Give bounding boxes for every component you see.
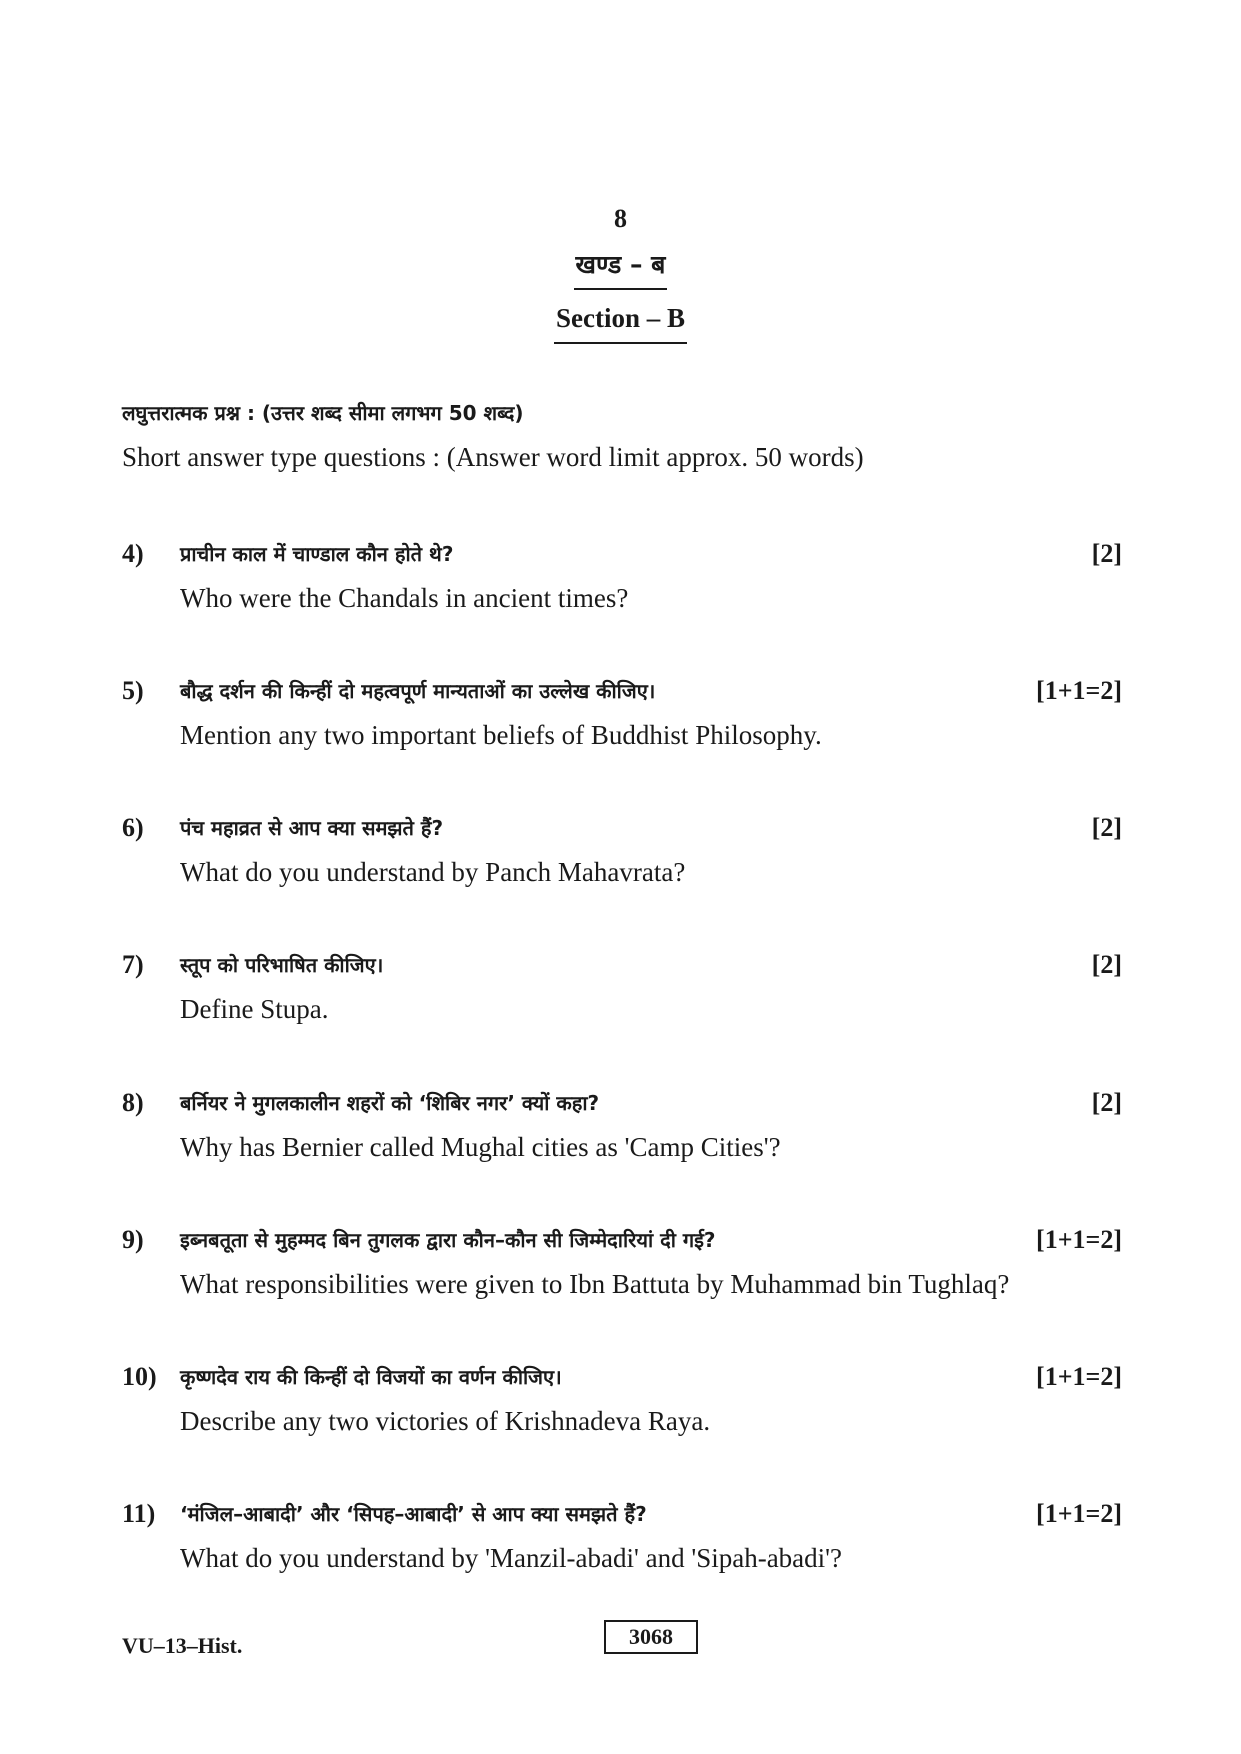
question-text-english: Define Stupa. — [180, 994, 329, 1024]
question-text-english: Mention any two important beliefs of Buddhist Philosophy. — [180, 720, 822, 750]
section-heading-english: Section – B — [554, 302, 687, 344]
section-heading-english-wrap — [0, 302, 1241, 344]
question-9 — [122, 1223, 1122, 1313]
question-text-hindi: कृष्णदेव राय की किन्हीं दो विजयों का वर्णन कीजिए। — [180, 1365, 562, 1389]
section-heading-hindi-wrap — [0, 248, 1241, 290]
question-text-hindi: ‘मंजिल–आबादी’ और ‘सिपह–आबादी’ से आप क्या समझते हैं? — [180, 1502, 647, 1526]
question-text-english: Who were the Chandals in ancient times? — [180, 583, 629, 613]
instructions-english: Short answer type questions : (Answer word limit approx. 50 words) — [122, 442, 864, 472]
question-text-hindi: पंच महाव्रत से आप क्या समझते हैं? — [180, 816, 444, 840]
question-text-english: What do you understand by Panch Mahavrata? — [180, 857, 686, 887]
question-marks: [2] — [1091, 950, 1122, 979]
question-marks: [1+1=2] — [1036, 1225, 1122, 1254]
question-text-english: Describe any two victories of Krishnadeva Raya. — [180, 1406, 711, 1436]
question-10 — [122, 1360, 1122, 1450]
question-number: 11) — [122, 1499, 156, 1528]
question-number: 4) — [122, 539, 144, 568]
question-text-hindi: स्तूप को परिभाषित कीजिए। — [180, 953, 384, 977]
question-number: 10) — [122, 1362, 157, 1391]
question-8 — [122, 1086, 1122, 1176]
question-marks: [1+1=2] — [1036, 1499, 1122, 1528]
question-marks: [1+1=2] — [1036, 1362, 1122, 1391]
footer-paper-number: 3068 — [604, 1620, 698, 1654]
instructions-hindi: लघुत्तरात्मक प्रश्न : (उत्तर शब्द सीमा लगभग 50 शब्द) — [122, 401, 524, 425]
question-text-english: Why has Bernier called Mughal cities as 'Camp Cities'? — [180, 1132, 781, 1162]
section-heading-hindi: खण्ड – ब — [574, 248, 668, 290]
question-text-hindi: बौद्ध दर्शन की किन्हीं दो महत्वपूर्ण मान्यताओं का उल्लेख कीजिए। — [180, 679, 656, 703]
question-7 — [122, 948, 1122, 1038]
question-number: 8) — [122, 1088, 144, 1117]
question-number: 6) — [122, 813, 144, 842]
page-number: 8 — [614, 204, 627, 233]
question-text-hindi: प्राचीन काल में चाण्डाल कौन होते थे? — [180, 542, 454, 566]
question-4 — [122, 537, 1122, 627]
question-marks: [2] — [1091, 539, 1122, 568]
question-number: 5) — [122, 676, 144, 705]
question-text-hindi: बर्नियर ने मुगलकालीन शहरों को ‘शिबिर नगर’ क्यों कहा? — [180, 1091, 600, 1115]
question-text-hindi: इब्नबतूता से मुहम्मद बिन तुगलक द्वारा कौन–कौन सी जिम्मेदारियां दी गई? — [180, 1228, 716, 1252]
question-6 — [122, 811, 1122, 901]
question-marks: [2] — [1091, 1088, 1122, 1117]
question-number: 9) — [122, 1225, 144, 1254]
question-5 — [122, 674, 1122, 764]
question-text-english: What do you understand by 'Manzil-abadi' and 'Sipah-abadi'? — [180, 1543, 843, 1573]
question-marks: [1+1=2] — [1036, 676, 1122, 705]
footer-subject-code: VU–13–Hist. — [122, 1633, 243, 1658]
question-text-english: What responsibilities were given to Ibn Battuta by Muhammad bin Tughlaq? — [180, 1269, 1010, 1299]
question-marks: [2] — [1091, 813, 1122, 842]
question-11 — [122, 1497, 1122, 1587]
question-number: 7) — [122, 950, 144, 979]
